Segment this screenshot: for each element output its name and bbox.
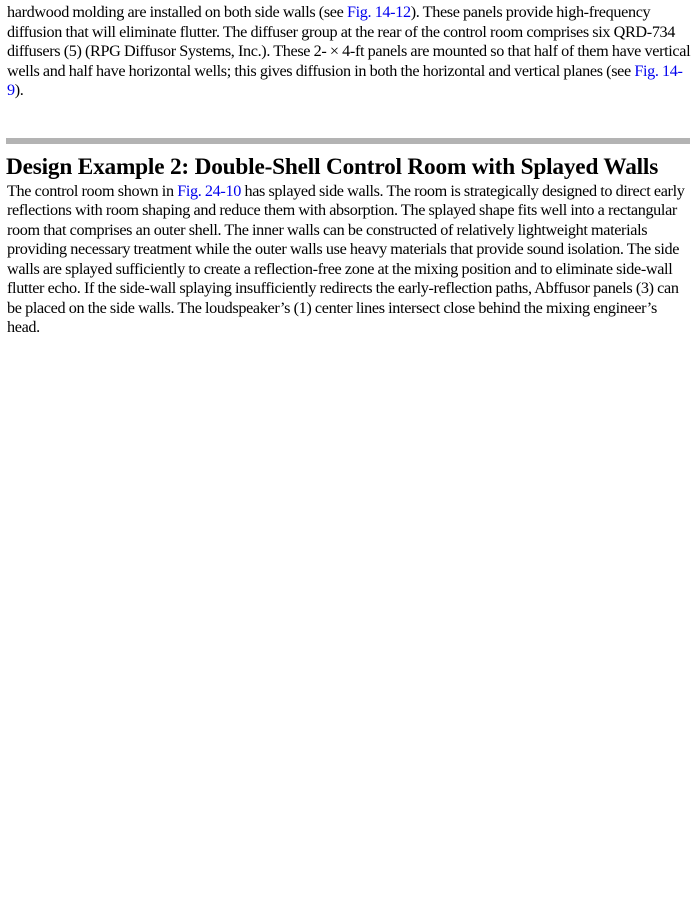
fig-14-9-link[interactable]: Fig. 14-9 — [7, 61, 683, 99]
intro-paragraph — [7, 3, 691, 101]
fig-14-12-link[interactable]: Fig. 14-12 — [346, 3, 411, 21]
body-text-1: The control room shown in — [7, 181, 178, 200]
section-divider — [6, 138, 690, 144]
section-heading: Design Example 2: Double-Shell Control Room with Splayed Walls — [6, 153, 659, 180]
body-paragraph — [7, 182, 691, 338]
fig-24-10-link[interactable]: Fig. 24-10 — [177, 181, 241, 200]
intro-text-3: ). — [14, 81, 24, 99]
intro-text-2: ). These panels provide high-frequency diffusion that will eliminate flutter. The diffuser group at the rear of the control room comprises six QRD-734 diffusers (5) (RPG Diffusor Systems, Inc.). These 2- × 4-ft panels are mounted so that half of them have vertical wells and half have horizontal wells; this gives diffusion in both the horizontal and vertical planes (see — [7, 3, 691, 80]
document-page — [7, 3, 691, 338]
intro-text-1: hardwood molding are installed on both side walls (see — [7, 3, 347, 21]
body-text-2: has splayed side walls. The room is strategically designed to direct early reflections with room shaping and reduce them with absorption. The splayed shape fits well into a rectangular room that comprises an outer shell. The inner walls can be constructed of relatively lightweight materials providing necessary treatment while the outer walls use heavy materials that provide sound isolation. The side walls are splayed sufficiently to create a reflection-free zone at the mixing position and to eliminate side-wall flutter echo. If the side-wall splaying insufficiently redirects the early-reflection paths, Abffusor panels (3) can be placed on the side walls. The loudspeaker’s (1) center lines intersect close behind the mixing engineer’s head. — [7, 181, 685, 336]
